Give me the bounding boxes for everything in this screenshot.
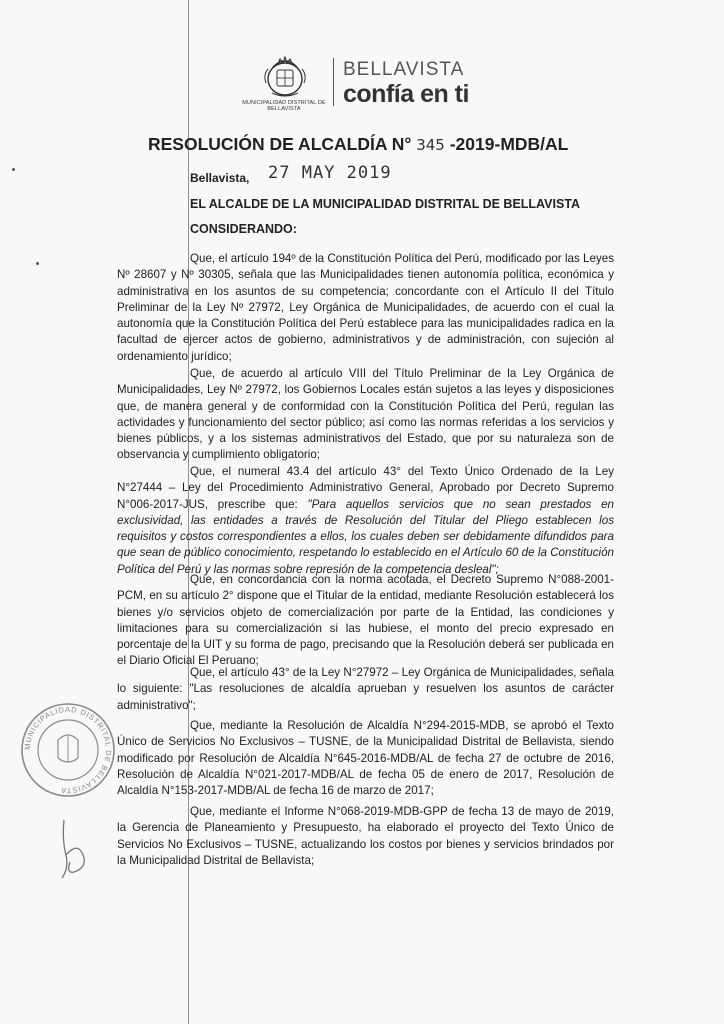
paragraph-text: Que, en concordancia con la norma acotada, el Decreto Supremo N°088-2001-PCM, en su artículo 2° dispone que el Titular de la entidad, mediante Resolución establecerá los bienes y/o servicios objeto de comercialización por parte de la Entidad, las condiciones y limitaciones para su comercialización si las hubiese, el monto del precio expresado en porcentaje de la UIT y su forma de pago, precisando que la Resolución deberá ser publicada en el Diario Oficial El Peruano; — [117, 573, 614, 668]
logo-divider — [333, 58, 334, 106]
municipal-crest-icon — [258, 55, 312, 99]
paragraph-5 — [117, 665, 614, 714]
place-label: Bellavista, — [190, 171, 250, 185]
paragraph-6 — [117, 718, 614, 799]
paragraph-text: Que, mediante el Informe N°068-2019-MDB-GPP de fecha 13 de mayo de 2019, la Gerencia de Planeamiento y Presupuesto, ha elaborado el proyecto del Texto Único de Servicios No Exclusivos – TUSNE, actualizando los costos por bienes y servicios brindados por la Municipalidad Distrital de Bellavista; — [117, 805, 614, 867]
scan-speck — [12, 168, 15, 171]
resolution-title-prefix: RESOLUCIÓN DE ALCALDÍA N° — [148, 134, 412, 154]
paragraph-1 — [117, 251, 614, 365]
logo-caption: MUNICIPALIDAD DISTRITAL DE BELLAVISTA — [242, 100, 326, 112]
paragraph-text: Que, el artículo 194º de la Constitución Política del Perú, modificado por las Leyes Nº 28607 y Nº 30305, señala que las Municipalidades tienen autonomía política, económica y administrativa en los asuntos de su competencia; concordante con el Artículo II del Título Preliminar de la Ley Nº 27972, Ley Orgánica de Municipalidades, de acuerdo con el cual la autonomía que la Constitución Política del Perú establece para las municipalidades radica en la facultad de ejercer actos de gobierno, administrativos y de administración, con sujeción al ordenamiento jurídico; — [117, 252, 614, 363]
resolution-title — [148, 134, 568, 155]
considerando-heading: CONSIDERANDO: — [190, 222, 297, 236]
paragraph-text: Que, el numeral 43.4 del artículo 43° del Texto Único Ordenado de la Ley N°27444 – Ley del Procedimiento Administrativo General, Aprobado por Decreto Supremo N°006-2017-JUS, prescribe que: — [117, 465, 614, 511]
date-stamp: 27 MAY 2019 — [268, 163, 392, 183]
paragraph-2 — [117, 366, 614, 464]
scan-speck — [36, 262, 39, 265]
paragraph-quote: "Para aquellos servicios que no sean prestados en exclusividad, las entidades a través de Resolución del Titular del Pliego establecen los requisitos y costos correspondientes a ellos, los cuales deben ser debidamente difundidos para que sean de público conocimiento, respetando lo establecido en el Artículo 60 de la Constitución Política del Perú y las normas sobre represión de la competencia desleal"; — [117, 497, 614, 576]
seal-text: MUNICIPALIDAD DISTRITAL DE BELLAVISTA — [22, 704, 114, 796]
paragraph-text: Que, de acuerdo al artículo VIII del Título Preliminar de la Ley Orgánica de Municipalidades, Ley Nº 27972, los Gobiernos Locales están sujetos a las leyes y disposiciones que, de manera general y de conformidad con la Constitución Política del Perú, regulan las actividades y funcionamiento del sector público; así como las normas referidas a los servicios y bienes públicos, y a los sistemas administrativos del Estado, que por su naturaleza son de observancia y cumplimiento obligatorio; — [117, 367, 614, 462]
resolution-title-suffix: -2019-MDB/AL — [449, 134, 569, 154]
paragraph-text: Que, el artículo 43° de la Ley N°27972 – Ley Orgánica de Municipalidades, señala lo siguiente: "Las resoluciones de alcaldía aprueban y resuelven los asuntos de carácter administrativo"; — [117, 666, 614, 712]
municipal-seal-stamp-icon — [18, 700, 118, 800]
signature-icon — [44, 810, 104, 890]
authority-heading: EL ALCALDE DE LA MUNICIPALIDAD DISTRITAL DE BELLAVISTA — [190, 197, 581, 211]
paragraph-3 — [117, 464, 614, 578]
brand-slogan: confía en ti — [343, 80, 469, 108]
paragraph-4 — [117, 572, 614, 670]
brand-name: BELLAVISTA — [343, 59, 465, 80]
resolution-number: 345 — [416, 136, 445, 154]
paragraph-7 — [117, 804, 614, 869]
paragraph-text: Que, mediante la Resolución de Alcaldía N°294-2015-MDB, se aprobó el Texto Único de Servicios No Exclusivos – TUSNE, de la Municipalidad Distrital de Bellavista, siendo modificado por Resolución de Alcaldía N°645-2016-MDB/AL de fecha 27 de octubre de 2016, Resolución de Alcaldía N°021-2017-MDB/AL de fecha 05 de enero de 2017, Resolución de Alcaldía N°153-2017-MDB/AL de fecha 16 de marzo de 2017; — [117, 719, 614, 798]
